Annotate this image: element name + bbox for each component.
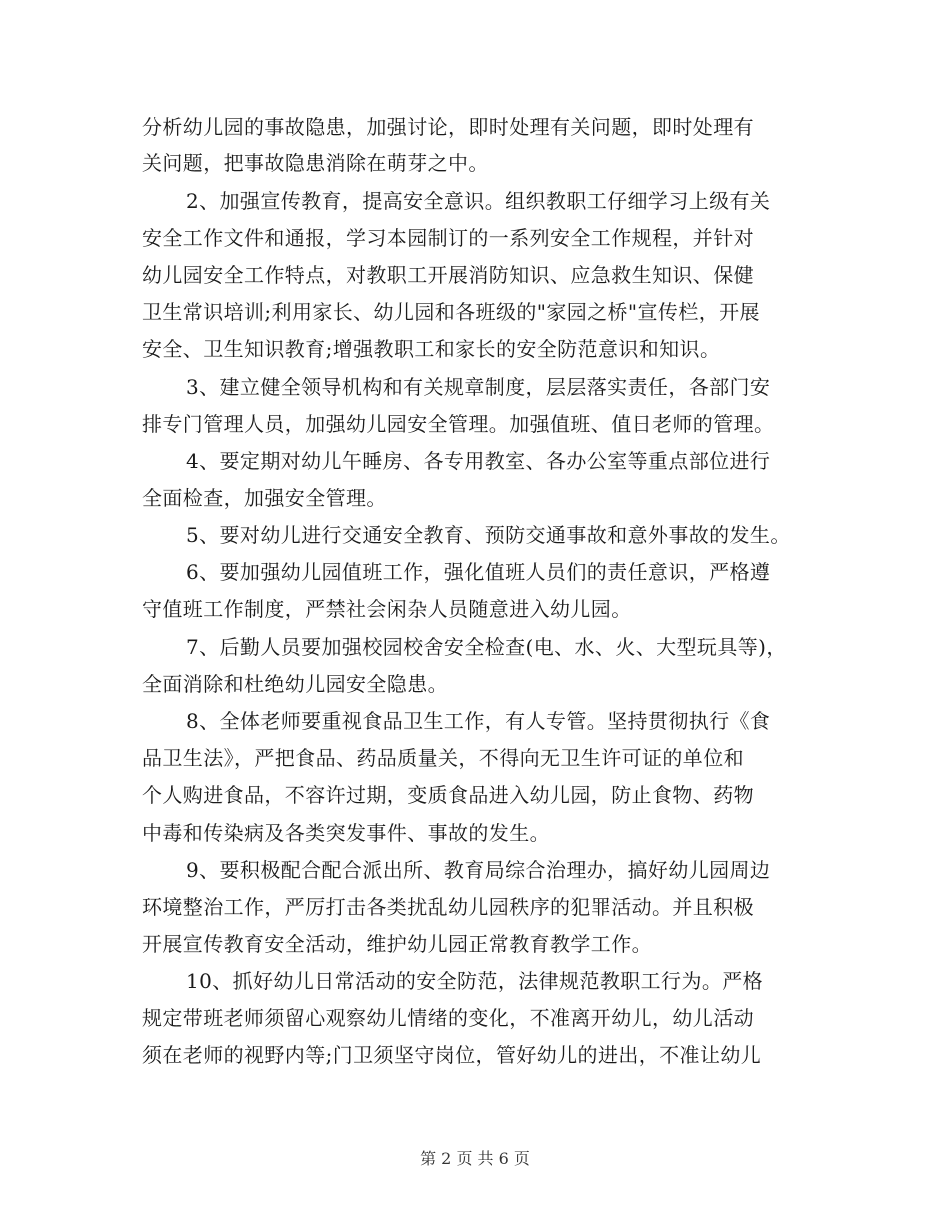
text-line: 安全、卫生知识教育;增强教职工和家长的安全防范意识和知识。	[142, 337, 721, 361]
paragraph-8-line: 8、全体老师要重视食品卫生工作，有人专管。坚持贯彻执行《食	[186, 709, 771, 733]
text-line: 幼儿园安全工作特点，对教职工开展消防知识、应急救生知识、保健	[142, 263, 754, 287]
paragraph-10-line: 10、抓好幼儿日常活动的安全防范，法律规范教职工行为。严格	[186, 969, 764, 993]
text-line: 个人购进食品，不容许过期，变质食品进入幼儿园，防止食物、药物	[142, 783, 754, 807]
paragraph-5-line: 5、要对幼儿进行交通安全教育、预防交通事故和意外事故的发生。	[186, 523, 791, 547]
text-line: 卫生常识培训;利用家长、幼儿园和各班级的"家园之桥"宣传栏，开展	[142, 300, 760, 324]
paragraph-6-line: 6、要加强幼儿园值班工作，强化值班人员们的责任意识，严格遵	[186, 560, 771, 584]
text-line: 中毒和传染病及各类突发事件、事故的发生。	[142, 821, 550, 845]
text-line: 安全工作文件和通报，学习本园制订的一系列安全工作规程，并针对	[142, 226, 754, 250]
text-line: 全面消除和杜绝幼儿园安全隐患。	[142, 672, 448, 696]
paragraph-4-line: 4、要定期对幼儿午睡房、各专用教室、各办公室等重点部位进行	[186, 449, 771, 473]
text-line: 开展宣传教育安全活动，维护幼儿园正常教育教学工作。	[142, 932, 652, 956]
paragraph-9-line: 9、要积极配合配合派出所、教育局综合治理办，搞好幼儿园周边	[186, 858, 771, 882]
text-line: 关问题，把事故隐患消除在萌芽之中。	[142, 151, 489, 175]
paragraph-3-line: 3、建立健全领导机构和有关规章制度，层层落实责任，各部门安	[186, 375, 771, 399]
text-line: 排专门管理人员，加强幼儿园安全管理。加强值班、值日老师的管理。	[142, 412, 775, 436]
text-line: 守值班工作制度，严禁社会闲杂人员随意进入幼儿园。	[142, 597, 632, 621]
page-number-footer: 第 2 页 共 6 页	[420, 1149, 530, 1168]
text-line: 环境整治工作，严厉打击各类扰乱幼儿园秩序的犯罪活动。并且积极	[142, 895, 754, 919]
text-line: 须在老师的视野内等;门卫须坚守岗位，管好幼儿的进出，不准让幼儿	[142, 1043, 762, 1067]
text-line: 分析幼儿园的事故隐患，加强讨论，即时处理有关问题，即时处理有	[142, 115, 754, 139]
paragraph-7-line: 7、后勤人员要加强校园校舍安全检查(电、水、火、大型玩具等)，	[186, 635, 787, 659]
paragraph-2-line: 2、加强宣传教育，提高安全意识。组织教职工仔细学习上级有关	[186, 189, 771, 213]
text-line: 品卫生法》，严把食品、药品质量关，不得向无卫生许可证的单位和	[142, 746, 744, 770]
text-line: 全面检查，加强安全管理。	[142, 486, 387, 510]
text-line: 规定带班老师须留心观察幼儿情绪的变化，不准离开幼儿，幼儿活动	[142, 1006, 754, 1030]
